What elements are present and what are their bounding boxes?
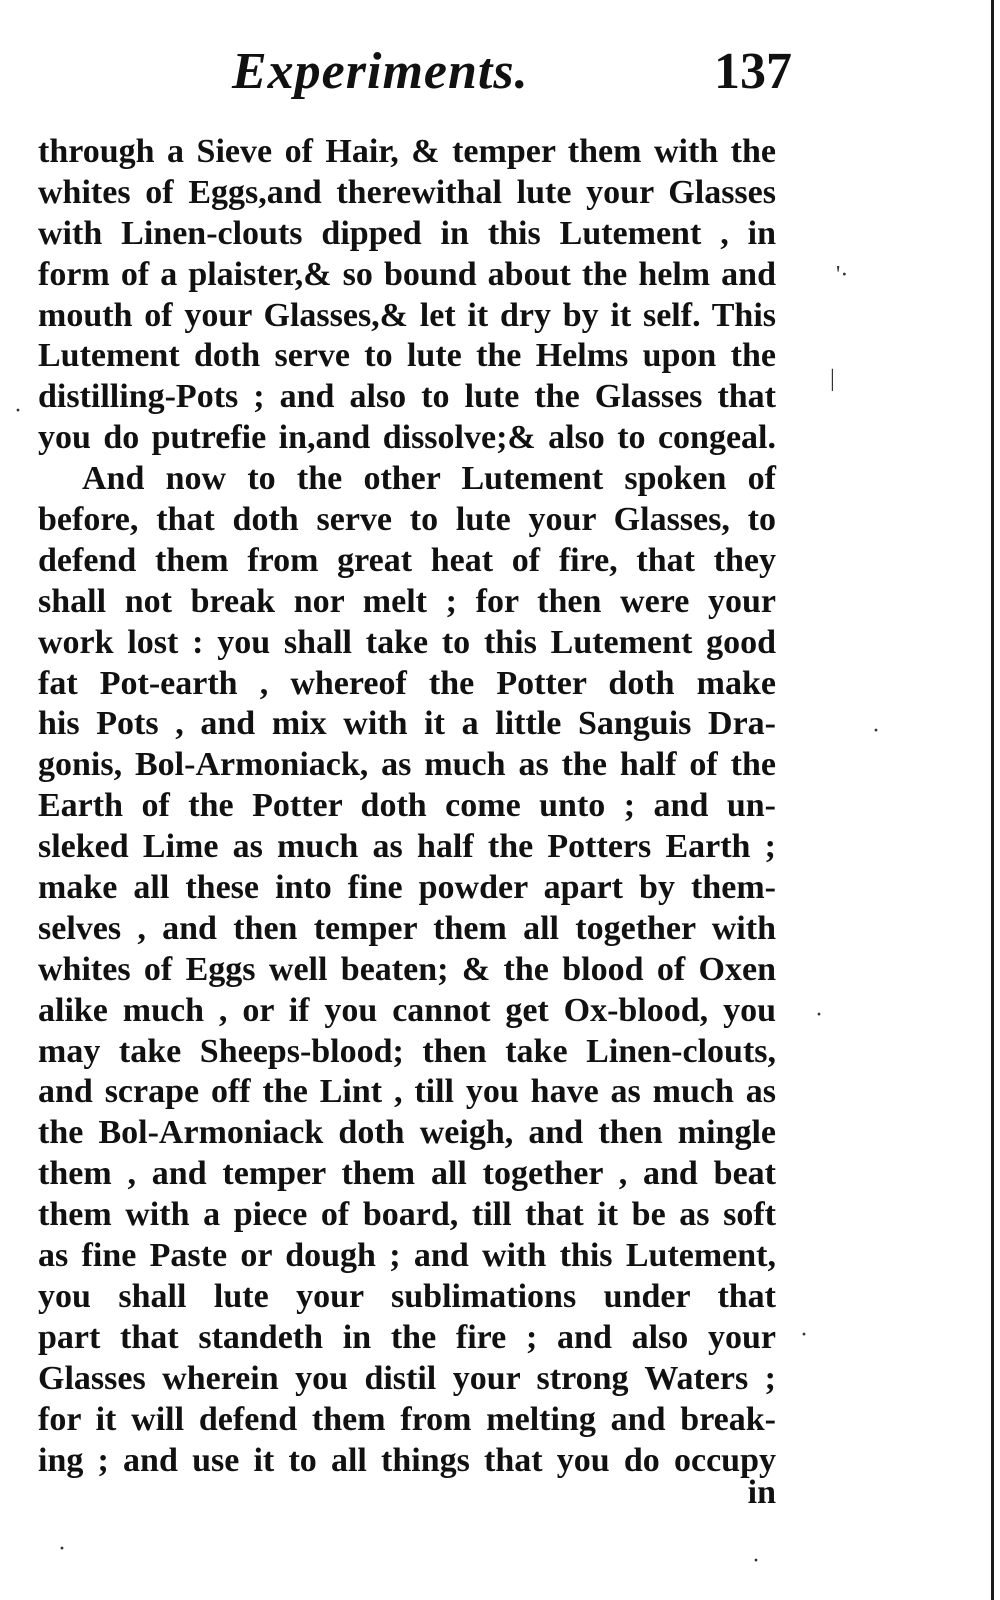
text-line: ing ; and use it to all things that you do occupy <box>38 1441 776 1479</box>
margin-speck: · <box>815 1002 823 1028</box>
text-line: you shall lute your sublimations under that <box>38 1277 776 1315</box>
text-line: and scrape off the Lint , till you have as much as <box>38 1073 776 1111</box>
text-line: through a Sieve of Hair, & temper them with the <box>38 133 776 170</box>
text-line: work lost : you shall take to this Lutement good <box>38 623 776 661</box>
text-line: with Linen-clouts dipped in this Lutement , in <box>38 214 776 252</box>
text-line: whites of Eggs,and therewithal lute your Glasses <box>38 173 776 211</box>
text-line: Lutement doth serve to lute the Helms upon the <box>38 337 776 375</box>
text-line: defend them from great heat of fire, that they <box>38 541 776 579</box>
text-line: gonis, Bol-Armoniack, as much as the half of the <box>38 746 776 784</box>
text-line: Earth of the Potter doth come unto ; and un- <box>38 787 776 825</box>
text-line: them , and temper them all together , and beat <box>38 1155 776 1193</box>
text-line: form of a plaister,& so bound about the helm and <box>38 255 776 293</box>
margin-speck: · <box>58 1536 66 1562</box>
text-line: sleked Lime as much as half the Potters Earth ; <box>38 828 776 866</box>
body-text <box>38 132 776 1481</box>
text-line: alike much , or if you cannot get Ox-blood, you <box>38 991 776 1029</box>
page-number: 137 <box>714 43 792 100</box>
margin-speck: · <box>800 1322 808 1348</box>
text-line: the Bol-Armoniack doth weigh, and then mingle <box>38 1114 776 1152</box>
text-line: whites of Eggs well beaten; & the blood of Oxen <box>38 950 776 988</box>
text-line: as fine Paste or dough ; and with this Lutement, <box>38 1237 776 1275</box>
text-line: his Pots , and mix with it a little Sanguis Dra- <box>38 705 776 743</box>
text-line: shall not break nor melt ; for then were your <box>38 582 776 620</box>
text-line: them with a piece of board, till that it be as soft <box>38 1196 776 1234</box>
text-line: before, that doth serve to lute your Glasses, to <box>38 501 776 539</box>
text-line: may take Sheeps-blood; then take Linen-clouts, <box>38 1032 776 1070</box>
text-line: selves , and then temper them all together with <box>38 909 776 947</box>
margin-speck: | <box>830 366 835 392</box>
paragraph-first-line: And now to the other Lutement spoken of <box>82 460 776 498</box>
margin-speck: · <box>752 1548 760 1574</box>
text-line: mouth of your Glasses,& let it dry by it self. This <box>38 296 776 334</box>
text-line: part that standeth in the fire ; and also your <box>38 1318 776 1356</box>
text-line: fat Pot-earth , whereof the Potter doth make <box>38 664 776 702</box>
text-line: for it will defend them from melting and break- <box>38 1400 776 1438</box>
text-line: distilling-Pots ; and also to lute the Glasses that <box>38 378 776 416</box>
text-line: Glasses wherein you distil your strong Waters ; <box>38 1359 776 1397</box>
margin-speck: · <box>14 398 22 424</box>
page-edge-shadow <box>991 0 994 1600</box>
text-line: make all these into fine powder apart by them- <box>38 869 776 907</box>
margin-speck: '· <box>836 262 849 288</box>
running-title: Experiments. <box>232 43 529 100</box>
text-line: you do putrefie in,and dissolve;& also to congeal. <box>38 419 776 457</box>
margin-speck: · <box>872 718 880 744</box>
catchword: in <box>747 1474 776 1511</box>
page-header <box>232 42 792 122</box>
